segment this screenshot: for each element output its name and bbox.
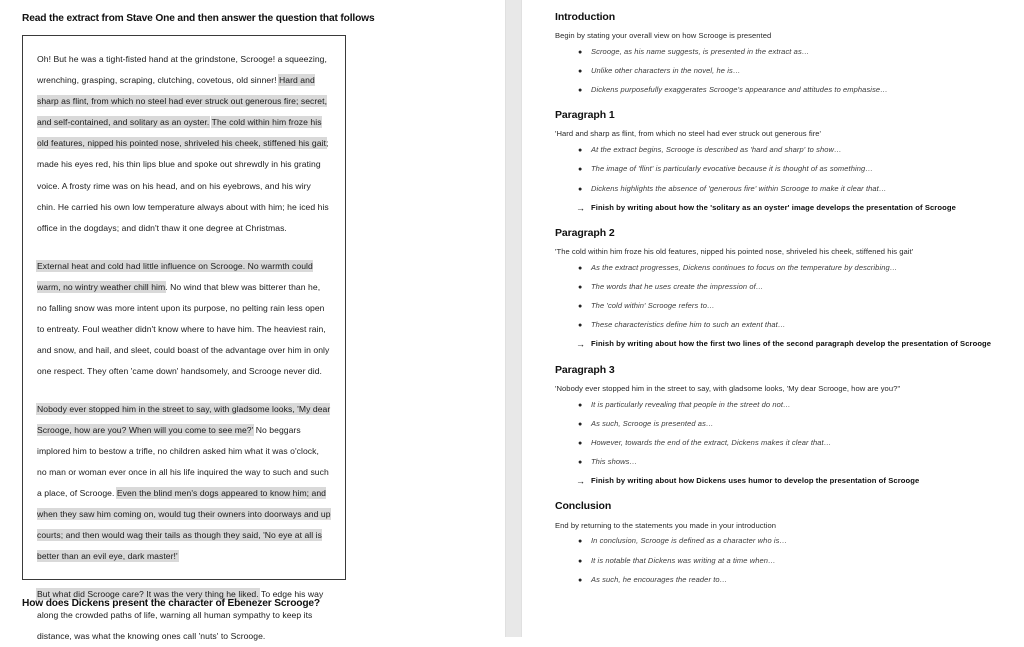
plan-bullet-item bbox=[578, 555, 994, 566]
plan-section-title: Paragraph 3 bbox=[555, 363, 615, 376]
plan-section bbox=[555, 500, 994, 584]
plan-bullet-text: Scrooge, as his name suggests, is presented in the extract as… bbox=[591, 46, 810, 56]
plan-bullet-item bbox=[578, 437, 994, 448]
left-page-content bbox=[0, 0, 505, 642]
bullet-dot-icon: ● bbox=[578, 459, 583, 467]
highlighted-text-run: Even the blind men's dogs appeared to know him; and when they saw him coming on, would tug their owners into doorways and up courts; and then would wag their tails as though they said, 'No eye at all is better than an evil eye, dark master!' bbox=[37, 488, 331, 562]
left-page bbox=[0, 0, 505, 642]
plan-bullet-item bbox=[578, 574, 994, 585]
plan-bullet-text: As such, he encourages the reader to… bbox=[591, 574, 728, 584]
plan-section-lead: Begin by stating your overall view on how Scrooge is presented bbox=[555, 31, 772, 41]
plan-section-lead: 'Hard and sharp as flint, from which no steel had ever struck out generous fire' bbox=[555, 129, 822, 139]
plan-section-title: Introduction bbox=[555, 11, 616, 23]
plan-section-title: Paragraph 1 bbox=[555, 109, 615, 122]
plan-bullet-item bbox=[578, 66, 994, 76]
bullet-dot-icon: ● bbox=[578, 322, 583, 330]
plan-bullet-item bbox=[578, 85, 994, 95]
plain-text-run: Oh! But he was a tight-fisted hand at the grindstone, Scrooge! a squeezing, wrenching, grasping, scraping, clutching, covetous, old sinner! bbox=[37, 54, 327, 86]
plan-bullet-item bbox=[578, 301, 994, 311]
extract-paragraph bbox=[37, 256, 331, 382]
plan-finish-text: Finish by writing about how the 'solitary as an oyster' image develops the presentation of Scrooge bbox=[591, 202, 956, 212]
bullet-dot-icon: ● bbox=[578, 48, 583, 56]
bullet-dot-icon: ● bbox=[578, 166, 583, 174]
plan-bullet-text: These characteristics define him to such an extent that… bbox=[591, 320, 786, 330]
plan-bullet-text: This shows… bbox=[591, 457, 638, 467]
extract-paragraph bbox=[37, 584, 331, 647]
arrow-right-icon: → bbox=[576, 339, 586, 350]
plan-bullet-list bbox=[555, 47, 994, 95]
plan-bullet-text: The image of 'flint' is particularly evocative because it is thought of as something… bbox=[591, 164, 873, 174]
highlighted-text-run: But what did Scrooge care? It was the very thing he liked. bbox=[37, 589, 259, 600]
right-page-essay-plan bbox=[522, 0, 1024, 637]
plan-bullet-text: As the extract progresses, Dickens continues to focus on the temperature by describing… bbox=[591, 262, 898, 272]
plan-bullet-item bbox=[578, 418, 994, 429]
plan-section-lead: 'The cold within him froze his old features, nipped his pointed nose, shriveled his cheek, stiffened his gait' bbox=[555, 247, 914, 257]
plan-bullet-item bbox=[578, 457, 994, 467]
plain-text-run: No beggars implored him to bestow a trifle, no children asked him what it was o'clock, no man or woman ever once in all his life inquired the way to such and such a place, of Scrooge. bbox=[37, 425, 329, 499]
plan-bullet-text: In conclusion, Scrooge is defined as a character who is… bbox=[591, 536, 788, 546]
bullet-dot-icon: ● bbox=[578, 538, 583, 546]
plan-finish-item bbox=[576, 476, 994, 487]
plain-text-run: ; made his eyes red, his thin lips blue and spoke out shrewdly in his grating voice. A frosty rime was on his head, and on his eyebrows, and his wiry chin. He carried his own low temperature always about with him; he iced his office in the dogdays; and didn't thaw it one degree at Christmas. bbox=[37, 138, 329, 233]
highlighted-text-run: The cold within him froze his old features, nipped his pointed nose, shriveled his cheek, stiffened his gait bbox=[37, 117, 326, 149]
plan-bullet-item bbox=[578, 262, 994, 273]
bullet-dot-icon: ● bbox=[578, 264, 583, 272]
plan-bullet-item bbox=[578, 145, 994, 155]
bullet-dot-icon: ● bbox=[578, 401, 583, 409]
highlighted-text-run: Nobody ever stopped him in the street to say, with gladsome looks, 'My dear Scrooge, how are you? When will you come to see me?' bbox=[37, 403, 331, 435]
plan-bullet-text: The words that he uses create the impression of… bbox=[591, 282, 764, 292]
bullet-dot-icon: ● bbox=[578, 576, 583, 584]
plan-bullet-text: Unlike other characters in the novel, he is… bbox=[591, 66, 741, 76]
plain-text-run: To edge his way along the crowded paths of life, warning all human sympathy to keep its distance, was what the knowing ones call 'nuts' to Scrooge. bbox=[37, 589, 324, 642]
bullet-dot-icon: ● bbox=[578, 284, 583, 292]
plan-section-lead: End by returning to the statements you made in your introduction bbox=[555, 520, 777, 530]
bullet-dot-icon: ● bbox=[578, 557, 583, 565]
plan-bullet-text: However, towards the end of the extract, Dickens makes it clear that… bbox=[591, 437, 832, 447]
page-gutter-divider bbox=[505, 0, 522, 637]
plan-bullet-text: It is notable that Dickens was writing at a time when… bbox=[591, 555, 776, 565]
plan-bullet-text: As such, Scrooge is presented as… bbox=[591, 418, 714, 428]
plain-text-run: . No wind that blew was bitterer than he, no falling snow was more intent upon its purpose, no pelting rain less open to entreaty. Foul weather didn't know where to have him. The heaviest rain, and snow, and hail, and sleet, could boast of the advantage over him in only one respect. They often 'came down' handsomely, and Scrooge never did. bbox=[37, 281, 330, 376]
bullet-dot-icon: ● bbox=[578, 420, 583, 428]
essay-question: How does Dickens present the character of Ebenezer Scrooge? bbox=[22, 598, 320, 610]
plan-bullet-item bbox=[578, 399, 994, 410]
plan-finish-item bbox=[576, 339, 994, 350]
plan-bullet-text: The 'cold within' Scrooge refers to… bbox=[591, 301, 715, 311]
plan-bullet-text: Dickens highlights the absence of 'generous fire' within Scrooge to make it clear that… bbox=[591, 183, 887, 193]
task-instruction-heading: Read the extract from Stave One and then answer the question that follows bbox=[22, 13, 375, 24]
plan-bullet-list bbox=[555, 400, 994, 487]
plan-section-lead: 'Nobody ever stopped him in the street to say, with gladsome looks, 'My dear Scrooge, how are you?'' bbox=[555, 383, 901, 393]
plan-section bbox=[555, 11, 994, 95]
plan-bullet-item bbox=[578, 164, 994, 174]
bullet-dot-icon: ● bbox=[578, 185, 583, 193]
plan-section bbox=[555, 364, 994, 487]
plan-finish-item bbox=[576, 202, 994, 213]
bullet-dot-icon: ● bbox=[578, 87, 583, 95]
plan-section bbox=[555, 227, 994, 350]
plan-finish-text: Finish by writing about how Dickens uses humor to develop the presentation of Scrooge bbox=[591, 476, 920, 486]
plan-bullet-item bbox=[578, 183, 994, 194]
highlighted-text-run: Hard and sharp as flint, from which no steel had ever struck out generous fire; secret, and self-contained, and solitary as an oyster. bbox=[37, 75, 328, 128]
bullet-dot-icon: ● bbox=[578, 303, 583, 311]
plan-bullet-item bbox=[578, 536, 994, 546]
plan-bullet-text: Dickens purposefully exaggerates Scrooge's appearance and attitudes to emphasise… bbox=[591, 85, 888, 95]
plan-bullet-item bbox=[578, 282, 994, 292]
plan-section-title: Paragraph 2 bbox=[555, 226, 615, 239]
plan-bullet-text: At the extract begins, Scrooge is described as 'hard and sharp' to show… bbox=[591, 145, 842, 155]
plan-bullet-list bbox=[555, 536, 994, 584]
plan-bullet-item bbox=[578, 46, 994, 57]
plan-bullet-item bbox=[578, 320, 994, 330]
bullet-dot-icon: ● bbox=[578, 439, 583, 447]
extract-paragraph bbox=[37, 49, 331, 238]
plan-section-title: Conclusion bbox=[555, 500, 612, 513]
plan-bullet-text: It is particularly revealing that people in the street do not… bbox=[591, 399, 791, 409]
plan-bullet-list bbox=[555, 145, 994, 213]
arrow-right-icon: → bbox=[576, 476, 586, 487]
plan-finish-text: Finish by writing about how the first two lines of the second paragraph develop the presentation of Scrooge bbox=[591, 339, 992, 349]
arrow-right-icon: → bbox=[576, 202, 586, 213]
highlighted-text-run: External heat and cold had little influence on Scrooge. No warmth could warm, no wintry weather chill him bbox=[37, 260, 313, 292]
bullet-dot-icon: ● bbox=[578, 147, 583, 155]
plan-bullet-list bbox=[555, 263, 994, 350]
extract-paragraph bbox=[37, 399, 331, 567]
bullet-dot-icon: ● bbox=[578, 68, 583, 76]
plan-section bbox=[555, 109, 994, 213]
